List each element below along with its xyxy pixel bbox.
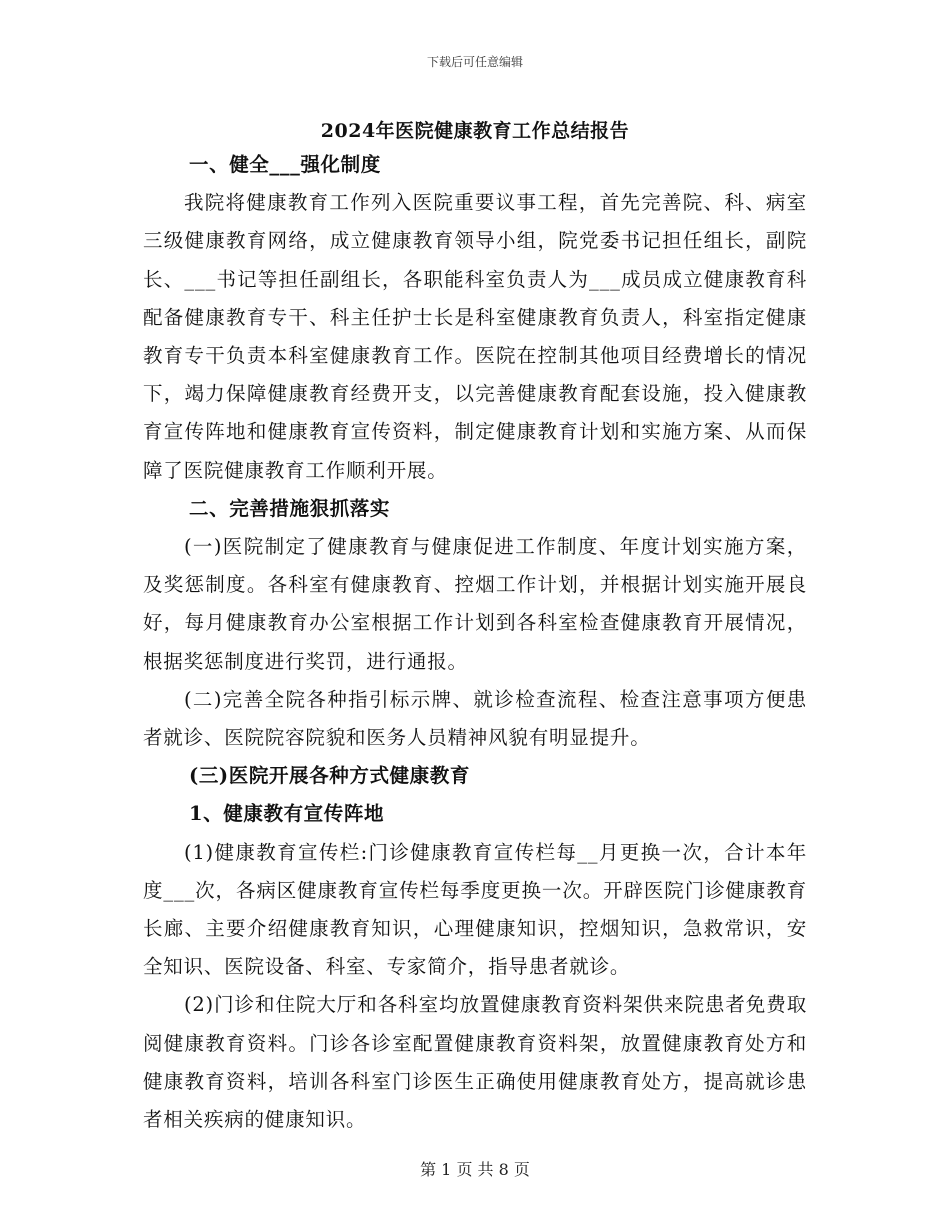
section-heading-2: 二、完善措施狠抓落实 <box>189 496 391 520</box>
paragraph-3: (二)完善全院各种指引标示牌、就诊检查流程、检查注意事项方便患者就诊、医院院容院貌和医务人员精神风貌有明显提升。 <box>143 687 807 750</box>
section-heading-1: 一、健全___强化制度 <box>189 153 381 176</box>
paragraph-4: (1)健康教育宣传栏:门诊健康教育宣传栏每__月更换一次，合计本年度___次，各病区健康教育宣传栏每季度更换一次。开辟医院门诊健康教育长廊、主要介绍健康教育知识，心理健康知识，控烟知识，急救常识，安全知识、医院设备、科室、专家简介，指导患者就诊。 <box>143 840 807 979</box>
header-note: 下载后可任意编辑 <box>426 55 523 69</box>
page-indicator: 第 1 页 共 8 页 <box>420 1160 530 1179</box>
document-body <box>143 146 807 1139</box>
paragraph-5: (2)门诊和住院大厅和各科室均放置健康教育资料架供来院患者免费取阅健康教育资料。门诊各诊室配置健康教育资料架，放置健康教育处方和健康教育资料，培训各科室门诊医生正确使用健康教育处方，提高就诊患者相关疾病的健康知识。 <box>143 993 807 1132</box>
subsection-heading-3: (三)医院开展各种方式健康教育 <box>189 764 470 788</box>
subsection-heading-4: 1、健康教有宣传阵地 <box>189 802 385 826</box>
paragraph-2: (一)医院制定了健康教育与健康促进工作制度、年度计划实施方案，及奖惩制度。各科室有健康教育、控烟工作计划，并根据计划实施开展良好，每月健康教育办公室根据工作计划到各科室检查健康教育开展情况，根据奖惩制度进行奖罚，进行通报。 <box>143 535 807 673</box>
document-title: 2024年医院健康教育工作总结报告 <box>320 120 630 142</box>
paragraph-1: 我院将健康教育工作列入医院重要议事工程，首先完善院、科、病室三级健康教育网络，成立健康教育领导小组，院党委书记担任组长，副院长、___书记等担任副组长，各职能科室负责人为___成员成立健康教育科配备健康教育专干、科主任护士长是科室健康教育负责人，科室指定健康教育专干负责本科室健康教育工作。医院在控制其他项目经费增长的情况下，竭力保障健康教育经费开支，以完善健康教育配套设施，投入健康教育宣传阵地和健康教育宣传资料，制定健康教育计划和实施方案、从而保障了医院健康教育工作顺利开展。 <box>143 191 807 482</box>
